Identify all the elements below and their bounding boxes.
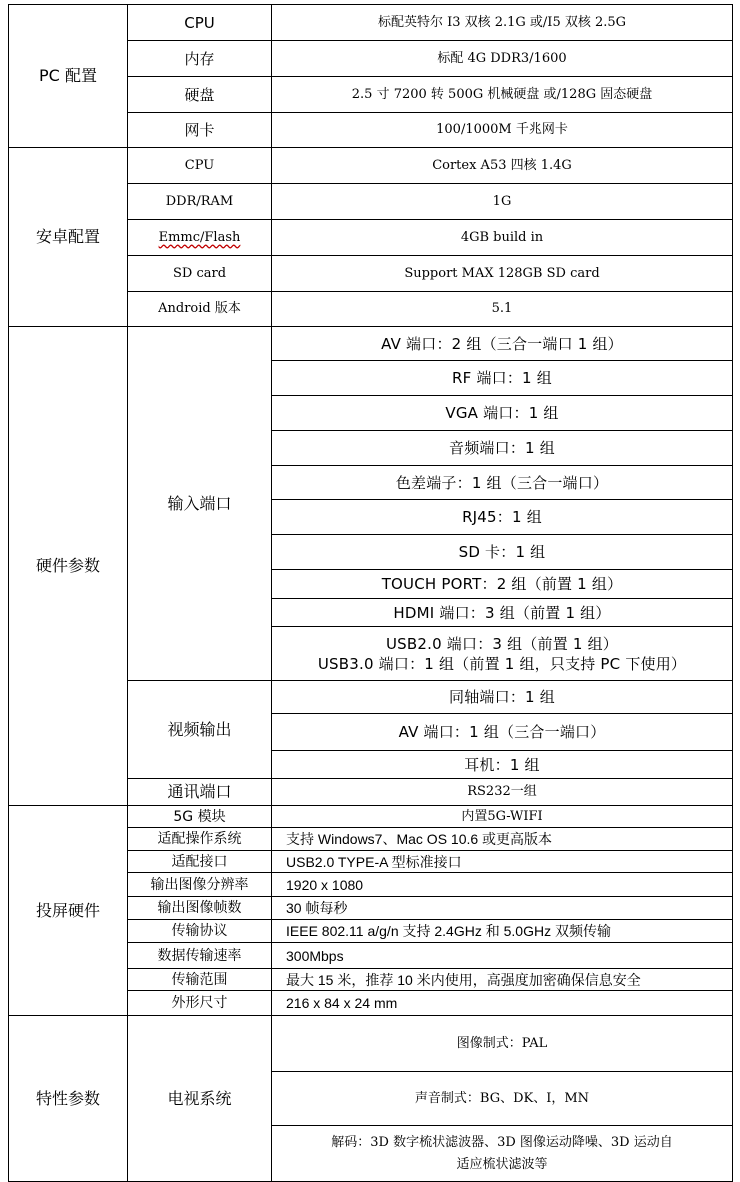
screencast-range-label: 传输范围 (128, 969, 272, 991)
input-hdmi-value: HDMI 端口：3 组（前置 1 组） (272, 599, 733, 627)
input-rf-value: RF 端口：1 组 (272, 361, 733, 396)
android-flash-label-text: Emmc/Flash (158, 229, 241, 245)
screencast-os-label: 适配操作系统 (128, 828, 272, 851)
screencast-5g-label: 5G 模块 (128, 806, 272, 828)
screencast-range-value: 最大 15 米，推荐 10 米内使用，高强度加密确保信息安全 (272, 969, 733, 991)
video-earphone-value: 耳机：1 组 (272, 751, 733, 779)
video-output-label: 视频输出 (128, 681, 272, 779)
input-av-value: AV 端口：2 组（三合一端口 1 组） (272, 327, 733, 361)
android-version-value: 5.1 (272, 292, 733, 327)
screencast-group-label: 投屏硬件 (9, 806, 128, 1016)
input-sd-value: SD 卡：1 组 (272, 535, 733, 570)
screencast-size-label: 外形尺寸 (128, 991, 272, 1016)
pc-row-cpu (9, 5, 733, 41)
pc-disk-label: 硬盘 (128, 77, 272, 113)
screencast-row (9, 806, 733, 828)
tv-decode-line-1: 解码：3D 数字梳状滤波器、3D 图像运动降噪、3D 运动自 (331, 1134, 673, 1150)
screencast-framerate-label: 输出图像帧数 (128, 897, 272, 920)
input-usb-value (272, 627, 733, 681)
pc-memory-value: 标配 4G DDR3/1600 (272, 41, 733, 77)
pc-cpu-label: CPU (128, 5, 272, 41)
input-rj45-value: RJ45：1 组 (272, 500, 733, 535)
hw-input-row (9, 327, 733, 361)
pc-nic-label: 网卡 (128, 113, 272, 148)
input-audio-value: 音频端口：1 组 (272, 431, 733, 466)
screencast-interface-label: 适配接口 (128, 851, 272, 873)
screencast-rate-label: 数据传输速率 (128, 943, 272, 969)
android-ram-label: DDR/RAM (128, 184, 272, 220)
tv-decode-line-2: 适应梳状滤波等 (456, 1156, 548, 1172)
tv-image-format-value: 图像制式：PAL (272, 1016, 733, 1072)
screencast-rate-value: 300Mbps (272, 943, 733, 969)
input-usb3-line: USB3.0 端口：1 组（前置 1 组，只支持 PC 下使用） (317, 654, 687, 673)
comm-port-label: 通讯端口 (128, 779, 272, 806)
hardware-group-label: 硬件参数 (9, 327, 128, 806)
screencast-framerate-value: 30 帧每秒 (272, 897, 733, 920)
features-row (9, 1016, 733, 1072)
spec-table (8, 4, 733, 1182)
pc-cpu-value: 标配英特尔 I3 双核 2.1G 或/I5 双核 2.5G (272, 5, 733, 41)
pc-memory-label: 内存 (128, 41, 272, 77)
android-ram-value: 1G (272, 184, 733, 220)
android-version-label: Android 版本 (128, 292, 272, 327)
input-usb2-line: USB2.0 端口：3 组（前置 1 组） (385, 634, 618, 653)
screencast-protocol-label: 传输协议 (128, 920, 272, 943)
input-touch-value: TOUCH PORT：2 组（前置 1 组） (272, 570, 733, 599)
comm-port-value: RS232一组 (272, 779, 733, 806)
screencast-size-value: 216 x 84 x 24 mm (272, 991, 733, 1016)
features-group-label: 特性参数 (9, 1016, 128, 1182)
video-coax-value: 同轴端口：1 组 (272, 681, 733, 714)
screencast-os-value: 支持 Windows7、Mac OS 10.6 或更高版本 (272, 828, 733, 851)
android-flash-value: 4GB build in (272, 220, 733, 256)
screencast-protocol-value: IEEE 802.11 a/g/n 支持 2.4GHz 和 5.0GHz 双频传输 (272, 920, 733, 943)
tv-system-label: 电视系统 (128, 1016, 272, 1182)
android-cpu-value: Cortex A53 四核 1.4G (272, 148, 733, 184)
android-sdcard-value: Support MAX 128GB SD card (272, 256, 733, 292)
screencast-interface-value: USB2.0 TYPE-A 型标准接口 (272, 851, 733, 873)
input-component-value: 色差端子：1 组（三合一端口） (272, 466, 733, 500)
input-vga-value: VGA 端口：1 组 (272, 396, 733, 431)
pc-nic-value: 100/1000M 千兆网卡 (272, 113, 733, 148)
android-config-group-label: 安卓配置 (9, 148, 128, 327)
screencast-5g-value: 内置5G-WIFI (272, 806, 733, 828)
pc-config-group-label: PC 配置 (9, 5, 128, 148)
android-flash-label (128, 220, 272, 256)
video-av-value: AV 端口：1 组（三合一端口） (272, 714, 733, 751)
tv-sound-format-value: 声音制式：BG、DK、I，MN (272, 1072, 733, 1126)
android-sdcard-label: SD card (128, 256, 272, 292)
screencast-resolution-value: 1920 x 1080 (272, 873, 733, 897)
tv-decode-value (272, 1126, 733, 1182)
input-ports-label: 输入端口 (128, 327, 272, 681)
pc-disk-value: 2.5 寸 7200 转 500G 机械硬盘 或/128G 固态硬盘 (272, 77, 733, 113)
android-cpu-label: CPU (128, 148, 272, 184)
screencast-resolution-label: 输出图像分辨率 (128, 873, 272, 897)
android-row-cpu (9, 148, 733, 184)
